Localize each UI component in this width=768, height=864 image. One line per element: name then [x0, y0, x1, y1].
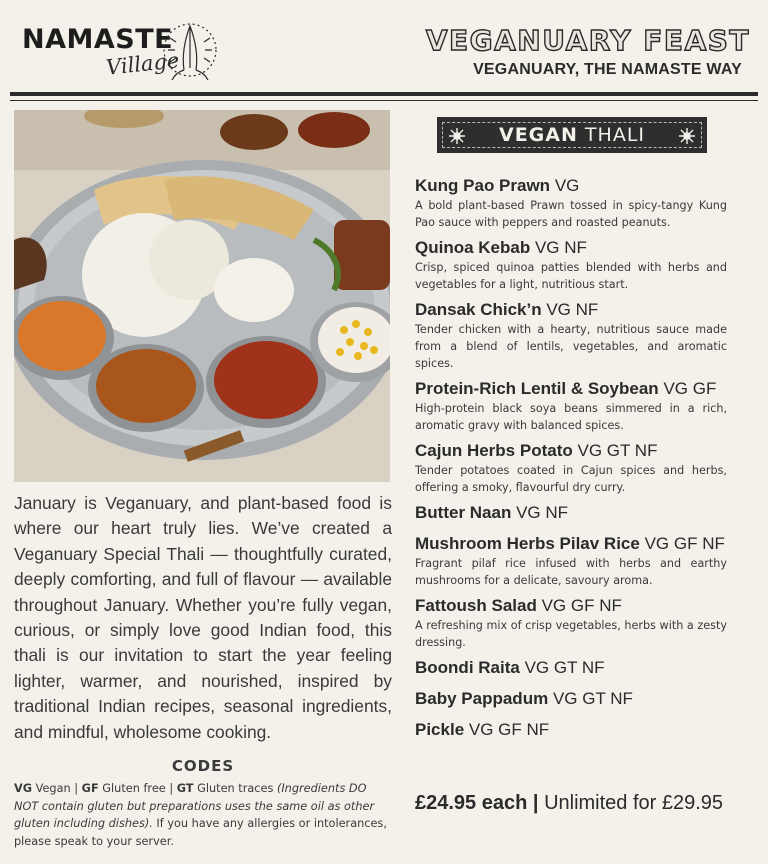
item-name: Protein-Rich Lentil & Soybean — [415, 379, 659, 398]
item-tags: VG GF — [663, 379, 717, 398]
gluten-note: (Ingredients DO NOT contain gluten but preparations uses the same oil as other gluten including dishes). — [14, 782, 375, 830]
item-description: Crisp, spiced quinoa patties blended with herbs and vegetables for a light, nutritious start. — [415, 261, 727, 291]
logo-script: Village — [104, 48, 181, 80]
banner-title — [499, 124, 645, 146]
item-name: Fattoush Salad — [415, 596, 537, 615]
code-vg: VG — [14, 782, 33, 795]
item-description: Fragrant pilaf rice infused with herbs and earthy mushrooms for a delicate, savoury aroma. — [415, 557, 727, 587]
price-unlimited: Unlimited for £29.95 — [544, 792, 724, 814]
header-divider-thin — [10, 100, 758, 101]
menu-item — [415, 237, 727, 293]
item-tags: VG GT NF — [524, 658, 605, 677]
code-separator: | — [169, 782, 174, 795]
item-name: Pickle — [415, 720, 465, 739]
brand-logo — [20, 18, 220, 84]
banner-light: THALI — [584, 124, 646, 146]
item-tags: VG GF NF — [644, 534, 725, 553]
code-gf-label: Gluten free — [102, 782, 166, 795]
item-tags: VG NF — [546, 300, 599, 319]
item-name: Boondi Raita — [415, 658, 520, 677]
code-separator: | — [74, 782, 79, 795]
menu-item — [415, 299, 727, 372]
page-subtitle: VEGANUARY, THE NAMASTE WAY — [473, 61, 742, 78]
price-line — [415, 792, 755, 815]
thali-photo — [14, 110, 390, 482]
ornament-icon — [677, 126, 697, 146]
item-tags: VG NF — [516, 503, 569, 522]
item-tags: VG GF NF — [541, 596, 622, 615]
allergy-note: If you have any allergies or intolerances, please speak to your server. — [14, 817, 387, 848]
item-name: Butter Naan — [415, 503, 512, 522]
price-each: £24.95 each — [415, 792, 528, 814]
item-tags: VG GF NF — [468, 720, 550, 739]
item-name: Quinoa Kebab — [415, 238, 531, 257]
logo-wordmark: NAMASTE — [22, 24, 174, 55]
price-separator: | — [532, 792, 539, 814]
header-divider — [10, 92, 758, 96]
item-description: A bold plant-based Prawn tossed in spicy-tangy Kung Pao sauce with peppers and roasted peanuts. — [415, 199, 727, 229]
codes-legend — [14, 780, 392, 850]
banner-bold: VEGAN — [498, 124, 578, 146]
menu-item — [415, 595, 727, 651]
code-gt-label: Gluten traces — [197, 782, 274, 795]
menu-item — [415, 440, 727, 496]
item-description: A refreshing mix of crisp vegetables, herbs with a zesty dressing. — [415, 619, 727, 649]
menu-item — [415, 378, 727, 434]
menu-item — [415, 657, 727, 679]
code-vg-label: Vegan — [35, 782, 71, 795]
code-gf: GF — [81, 782, 99, 795]
item-name: Mushroom Herbs Pilav Rice — [415, 534, 640, 553]
vegan-thali-banner — [437, 117, 707, 153]
namaste-hands-icon — [160, 18, 220, 82]
page-title: VEGANUARY FEAST — [425, 24, 750, 57]
item-name: Kung Pao Prawn — [415, 176, 551, 195]
codes-title: CODES — [171, 757, 235, 775]
item-tags: VG NF — [534, 238, 587, 257]
menu-item — [415, 533, 727, 589]
menu-list — [415, 175, 727, 747]
menu-item — [415, 175, 727, 231]
item-name: Baby Pappadum — [415, 689, 549, 708]
ornament-icon — [447, 126, 467, 146]
item-description: Tender chicken with a hearty, nutritious sauce made from a blend of lentils, vegetables, and aromatic spices. — [415, 323, 727, 370]
intro-paragraph: January is Veganuary, and plant-based food is where our heart truly lies. We’ve created a Veganuary Special Thali — thoughtfully curated, deeply comforting, and full of flavour — available throughout January. Whether you’re fully vegan, curious, or simply love good Indian food, this thali is our invitation to start the year feeling lighter, warmer, and nourished, inspired by traditional Indian recipes, seasonal ingredients, and mindful, wholesome cooking. — [14, 493, 392, 742]
item-tags: VG GT NF — [577, 441, 658, 460]
menu-item — [415, 502, 727, 524]
item-name: Dansak Chick’n — [415, 300, 542, 319]
item-tags: VG — [554, 176, 580, 195]
code-gt: GT — [176, 782, 194, 795]
menu-item — [415, 719, 727, 741]
item-name: Cajun Herbs Potato — [415, 441, 573, 460]
item-tags: VG GT NF — [552, 689, 633, 708]
item-description: High-protein black soya beans simmered in a rich, aromatic gravy with balanced spices. — [415, 402, 727, 432]
item-description: Tender potatoes coated in Cajun spices and herbs, offering a smoky, flavourful dry curry. — [415, 464, 727, 494]
menu-item — [415, 688, 727, 710]
